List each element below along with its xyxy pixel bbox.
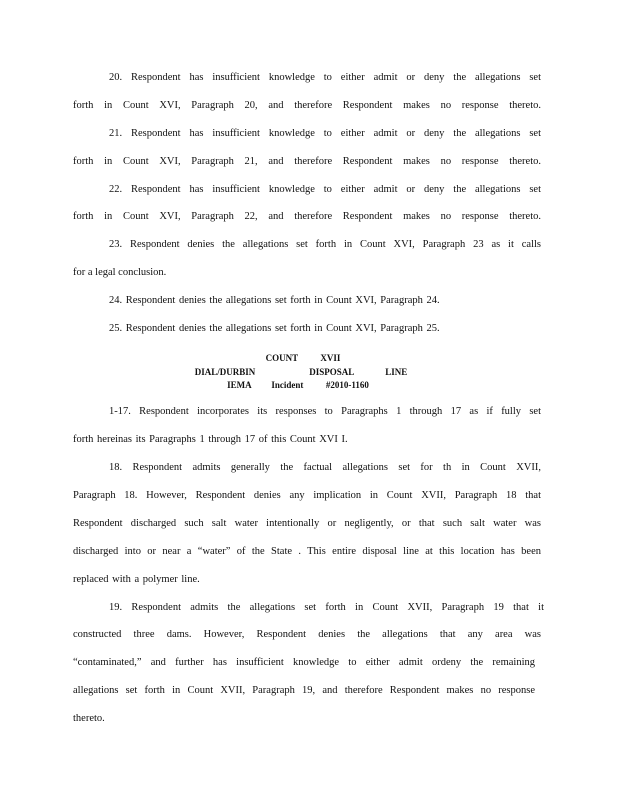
para-18-line-4: discharged into or near a “water” of the State . This entire disposal line at this location has been <box>73 546 541 557</box>
para-21-line-1: 21. Respondent has insufficient knowledge to either admit or deny the allegations set <box>109 128 541 139</box>
para-1-17-line-1: 1-17. Respondent incorporates its responses to Paragraphs 1 through 17 as if fully set <box>109 406 541 417</box>
para-1-17-line-2: forth hereinas its Paragraphs 1 through 17 of this Count XVI I. <box>73 434 348 445</box>
para-19-line-1: 19. Respondent admits the allegations set forth in Count XVII, Paragraph 19 that it <box>109 602 544 613</box>
para-25-line: 25. Respondent denies the allegations set forth in Count XVI, Paragraph 25. <box>109 323 440 334</box>
para-18-line-3: Respondent discharged such salt water intentionally or negligently, or that such salt water was <box>73 518 541 529</box>
para-18-line-2: Paragraph 18. However, Respondent denies any implication in Count XVII, Paragraph 18 that <box>73 490 541 501</box>
para-22-line-1: 22. Respondent has insufficient knowledge to either admit or deny the allegations set <box>109 184 541 195</box>
para-20-line-2: forth in Count XVI, Paragraph 20, and therefore Respondent makes no response thereto. <box>73 100 541 111</box>
para-23-line-1: 23. Respondent denies the allegations set forth in Count XVI, Paragraph 23 as it calls <box>109 239 541 250</box>
para-18-line-1: 18. Respondent admits generally the factual allegations set for th in Count XVII, <box>109 462 541 473</box>
para-19-line-2: constructed three dams. However, Respondent denies the allegations that any area was <box>73 629 541 640</box>
para-18-line-5: replaced with a polymer line. <box>73 574 200 585</box>
count-subheading: DIAL/DURBIN DISPOSAL LINE <box>194 367 408 377</box>
para-21-line-2: forth in Count XVI, Paragraph 21, and therefore Respondent makes no response thereto. <box>73 156 541 167</box>
count-heading: COUNT XVII <box>265 353 341 363</box>
para-19-line-4: allegations set forth in Count XVII, Paragraph 19, and therefore Respondent makes no response <box>73 685 535 696</box>
para-19-line-3: “contaminated,” and further has insufficient knowledge to either admit ordeny the remaining <box>73 657 535 668</box>
para-24-line: 24. Respondent denies the allegations set forth in Count XVI, Paragraph 24. <box>109 295 440 306</box>
para-19-line-5: thereto. <box>73 713 105 724</box>
para-20-line-1: 20. Respondent has insufficient knowledge to either admit or deny the allegations set <box>109 72 541 83</box>
para-23-line-2: for a legal conclusion. <box>73 267 167 278</box>
count-incident: IEMA Incident #2010-1160 <box>227 380 369 390</box>
para-22-line-2: forth in Count XVI, Paragraph 22, and therefore Respondent makes no response thereto. <box>73 211 541 222</box>
